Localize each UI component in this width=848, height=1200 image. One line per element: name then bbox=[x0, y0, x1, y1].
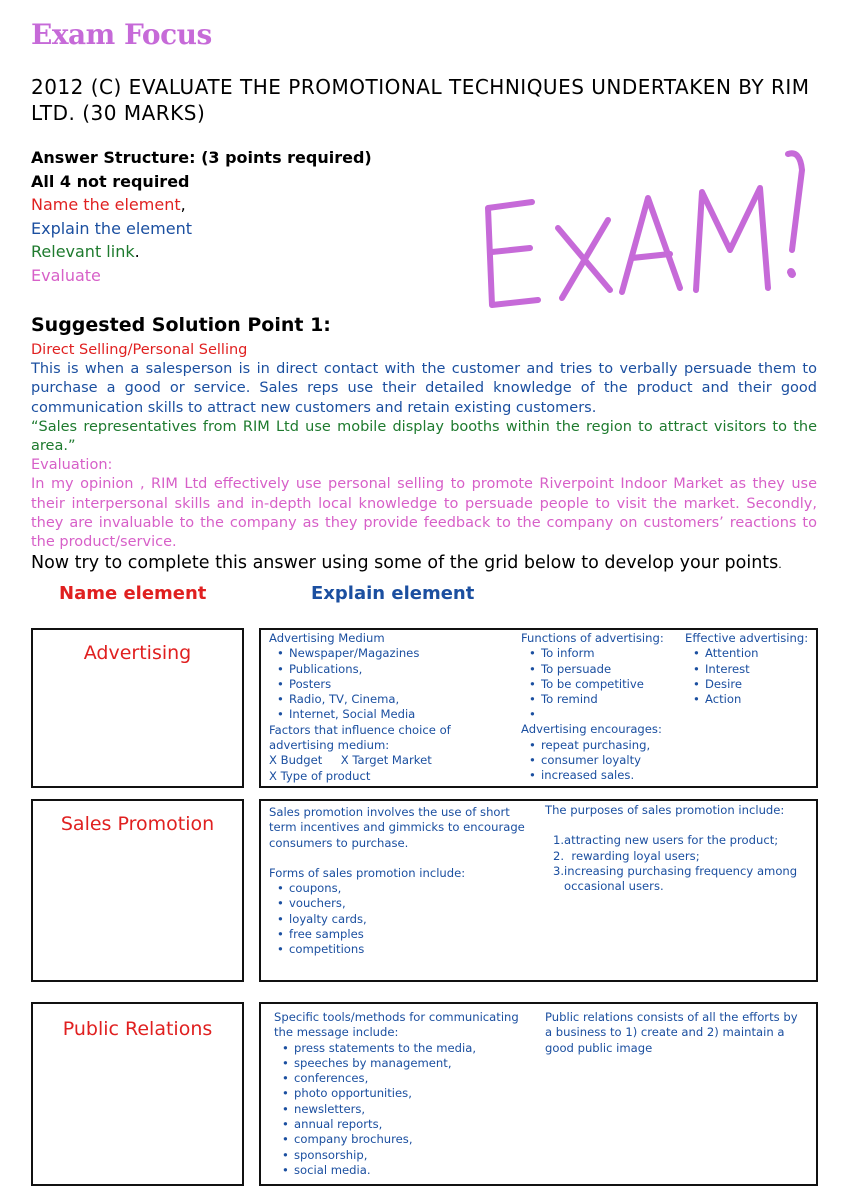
solution-element: Direct Selling/Personal Selling bbox=[31, 342, 248, 358]
answer-structure bbox=[31, 146, 372, 287]
list-item: • repeat purchasing, bbox=[521, 738, 681, 753]
list-item: • Desire bbox=[685, 677, 815, 692]
advertising-medium-title: Advertising Medium bbox=[269, 631, 385, 645]
advertising-effective-column bbox=[685, 631, 815, 707]
list-item: • Publications, bbox=[269, 662, 519, 677]
public-relations-explain-box bbox=[259, 1002, 818, 1186]
list-item: • increased sales. bbox=[521, 768, 681, 783]
list-item: • loyalty cards, bbox=[269, 912, 537, 927]
solution-body bbox=[31, 341, 817, 552]
list-item: • conferences, bbox=[274, 1071, 540, 1086]
advertising-factors-line-2: X Type of product bbox=[269, 768, 371, 783]
list-item: • To remind bbox=[521, 692, 681, 707]
list-item: 2. rewarding loyal users; bbox=[553, 848, 700, 863]
list-item: • photo opportunities, bbox=[274, 1086, 540, 1101]
list-item: 3.increasing purchasing frequency among bbox=[553, 863, 798, 878]
solution-link: “Sales representatives from RIM Ltd use mobile display booths within the region to attract visitors to the area.” bbox=[31, 418, 817, 455]
list-item: • Newspaper/Magazines bbox=[269, 646, 519, 661]
grid-header-name: Name element bbox=[59, 583, 207, 604]
page-title: Exam Focus bbox=[31, 18, 212, 51]
list-item: • newsletters, bbox=[274, 1102, 540, 1117]
sales-promotion-label: Sales Promotion bbox=[60, 813, 215, 835]
list-item: • press statements to the media, bbox=[274, 1041, 540, 1056]
structure-link: Relevant link bbox=[31, 242, 135, 261]
public-relations-label: Public Relations bbox=[62, 1018, 213, 1040]
list-item: 1.attracting new users for the product; bbox=[553, 833, 779, 848]
list-item: • speeches by management, bbox=[274, 1056, 540, 1071]
advertising-name-box bbox=[31, 628, 244, 788]
list-item: • vouchers, bbox=[269, 896, 537, 911]
list-item: • coupons, bbox=[269, 881, 537, 896]
structure-link-row bbox=[31, 240, 372, 264]
structure-name-row bbox=[31, 193, 372, 217]
advertising-effective-title: Effective advertising: bbox=[685, 631, 809, 645]
structure-name-comma: , bbox=[180, 195, 186, 214]
solution-evaluation: In my opinion , RIM Ltd effectively use personal selling to promote Riverpoint Indoor Market as they use their interpersonal skills and in-depth local knowledge to persuade people to visit the market. Secondly, they are invaluable to the company as they provide feedback to the company on customers’ reactions to the product/service. bbox=[31, 476, 817, 551]
prompt-text: Now try to complete this answer using some of the grid below to develop your points bbox=[31, 553, 779, 573]
public-relations-tools-column bbox=[274, 1010, 540, 1178]
list-item: • Posters bbox=[269, 677, 519, 692]
list-item: • Radio, TV, Cinema, bbox=[269, 692, 519, 707]
sales-promotion-forms-title: Forms of sales promotion include: bbox=[269, 865, 466, 880]
list-item: • consumer loyalty bbox=[521, 753, 681, 768]
list-item: • free samples bbox=[269, 927, 537, 942]
sales-promotion-purposes-continued: occasional users. bbox=[564, 879, 664, 894]
sales-promotion-name-box bbox=[31, 799, 244, 982]
structure-evaluate: Evaluate bbox=[31, 265, 101, 285]
advertising-encourages-title: Advertising encourages: bbox=[521, 722, 662, 737]
solution-eval-label: Evaluation: bbox=[31, 457, 113, 474]
structure-explain: Explain the element bbox=[31, 218, 192, 238]
advertising-medium-column bbox=[269, 631, 519, 784]
structure-name: Name the element bbox=[31, 195, 181, 214]
advertising-factors-line-1: X Budget X Target Market bbox=[269, 753, 432, 768]
sales-promotion-purposes-title: The purposes of sales promotion include: bbox=[545, 803, 785, 817]
list-item: • sponsorship, bbox=[274, 1148, 540, 1163]
list-item: • Action bbox=[685, 692, 815, 707]
structure-link-dot: . bbox=[134, 242, 140, 261]
sales-promotion-intro: Sales promotion involves the use of short term incentives and gimmicks to encourage consumers to purchase. bbox=[269, 805, 525, 850]
public-relations-tools-title: Specific tools/methods for communicating the message include: bbox=[274, 1010, 519, 1040]
structure-line-1: Answer Structure: (3 points required) bbox=[31, 148, 372, 167]
public-relations-definition: Public relations consists of all the efforts by a business to 1) create and 2) maintain a good public image bbox=[545, 1010, 798, 1055]
list-item: • Interest bbox=[685, 662, 815, 677]
exam-question: 2012 (C) EVALUATE THE PROMOTIONAL TECHNIQUES UNDERTAKEN BY RIM LTD. (30 MARKS) bbox=[31, 75, 810, 125]
structure-line-2: All 4 not required bbox=[31, 171, 190, 191]
list-item: • To inform bbox=[521, 646, 681, 661]
list-item: • To persuade bbox=[521, 662, 681, 677]
advertising-functions-title: Functions of advertising: bbox=[521, 631, 664, 645]
list-item: • To be competitive bbox=[521, 677, 681, 692]
list-item bbox=[521, 707, 681, 722]
sales-promotion-forms-column bbox=[269, 805, 537, 958]
advertising-functions-column bbox=[521, 631, 681, 784]
public-relations-definition-column bbox=[545, 1010, 807, 1056]
list-item: • Attention bbox=[685, 646, 815, 661]
advertising-factors-title: Factors that influence choice of advertising medium: bbox=[269, 722, 451, 753]
advertising-explain-box bbox=[259, 628, 818, 788]
grid-header-explain: Explain element bbox=[311, 583, 475, 604]
exam-stamp-graphic bbox=[470, 140, 830, 320]
instruction-prompt bbox=[31, 553, 782, 573]
list-item: • Internet, Social Media bbox=[269, 707, 519, 722]
list-item: • annual reports, bbox=[274, 1117, 540, 1132]
public-relations-name-box bbox=[31, 1002, 244, 1186]
prompt-dot: . bbox=[778, 558, 782, 571]
list-item: • social media. bbox=[274, 1163, 540, 1178]
sales-promotion-purposes-column bbox=[545, 803, 813, 894]
list-item: • competitions bbox=[269, 942, 537, 957]
sales-promotion-explain-box bbox=[259, 799, 818, 982]
solution-heading: Suggested Solution Point 1: bbox=[31, 314, 331, 336]
list-item: • company brochures, bbox=[274, 1132, 540, 1147]
solution-explanation: This is when a salesperson is in direct contact with the customer and tries to verbally persuade them to purchase a good or service. Sales reps use their detailed knowledge of the product and their good communication skills to attract new customers and retain existing customers. bbox=[31, 361, 817, 416]
advertising-label: Advertising bbox=[83, 642, 192, 664]
